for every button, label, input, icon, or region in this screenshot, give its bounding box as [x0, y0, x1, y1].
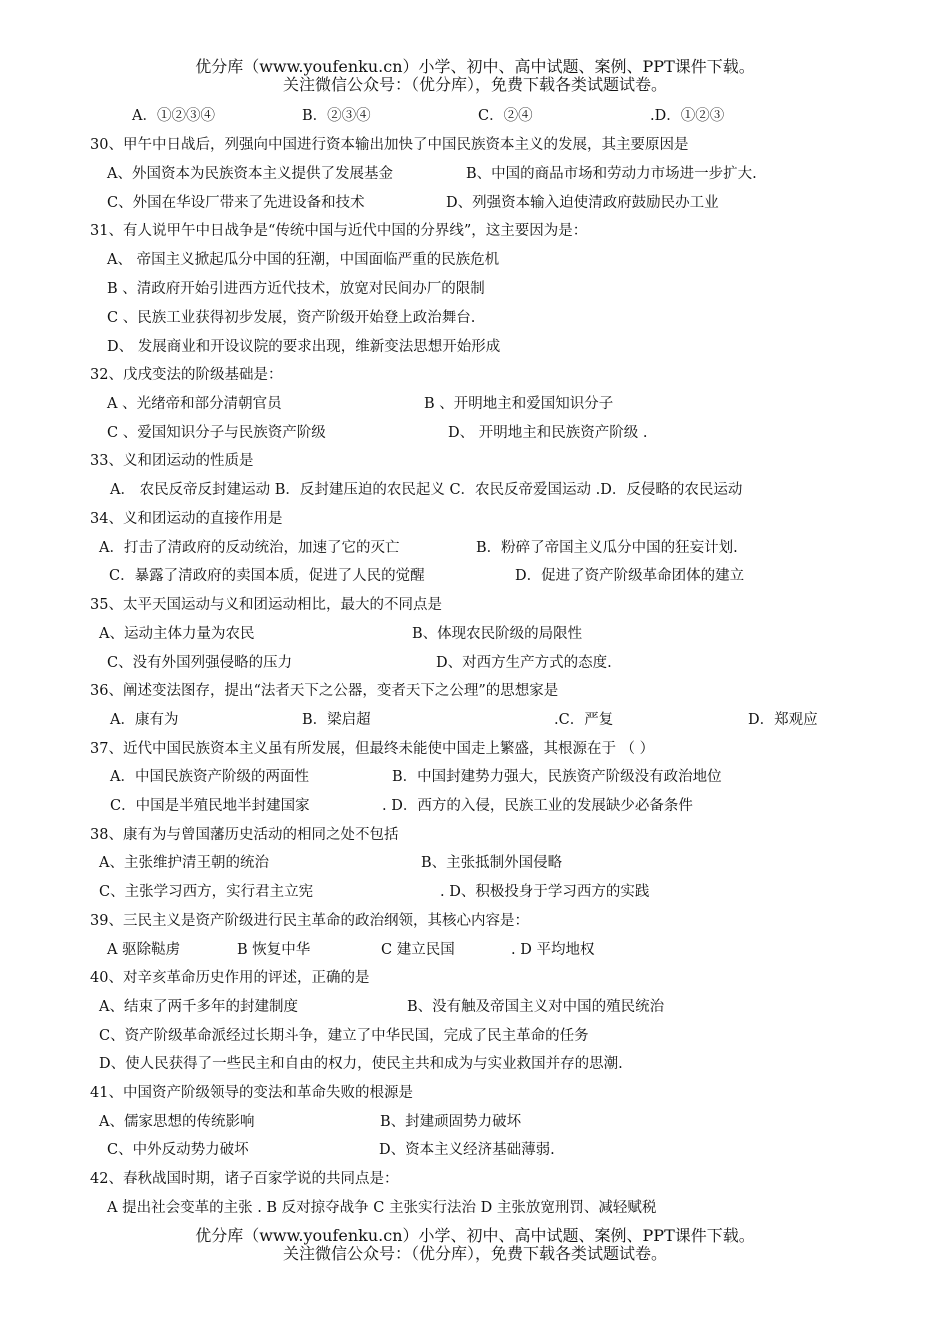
q34-option-d: D．促进了资产阶级革命团体的建立: [515, 568, 745, 584]
q29-option-c: C．②④: [478, 108, 533, 124]
page-footer: [0, 1227, 950, 1263]
q40-stem: 40、对辛亥革命历史作用的评述，正确的是: [90, 970, 370, 986]
q37-option-c: C．中国是半殖民地半封建国家: [110, 798, 310, 814]
q32-option-d: D、 开明地主和民族资产阶级 .: [448, 425, 648, 441]
q32-option-c: C 、爱国知识分子与民族资产阶级: [107, 425, 326, 441]
q38-option-b: B、主张抵制外国侵略: [421, 855, 563, 871]
q30-stem: 30、甲午中日战后，列强向中国进行资本输出加快了中国民族资本主义的发展，其主要原因是: [90, 137, 689, 153]
q31-option-a: A、 帝国主义掀起瓜分中国的狂潮，中国面临严重的民族危机: [107, 252, 500, 268]
q31-option-d: D、 发展商业和开设议院的要求出现，维新变法思想开始形成: [107, 339, 501, 355]
q41-option-a: A、儒家思想的传统影响: [99, 1114, 255, 1130]
q39-option-a: A 驱除鞑虏: [107, 942, 181, 958]
q31-option-c: C 、民族工业获得初步发展，资产阶级开始登上政治舞台.: [107, 310, 476, 326]
q37-option-d: . D．西方的入侵，民族工业的发展缺少必备条件: [382, 798, 693, 814]
q39-option-d: . D 平均地权: [511, 942, 595, 958]
q30-option-b: B、中国的商品市场和劳动力市场进一步扩大.: [466, 166, 757, 182]
header-line-1: 优分库（www.youfenku.cn）小学、初中、高中试题、案例、PPT课件下载。: [195, 57, 755, 76]
q29-option-d: .D．①②③: [650, 108, 725, 124]
q29-option-a: A．①②③④: [132, 108, 215, 124]
q30-option-a: A、外国资本为民族资本主义提供了发展基金: [107, 166, 393, 182]
q31-stem: 31、有人说甲午中日战争是“传统中国与近代中国的分界线”，这主要因为是：: [90, 223, 588, 239]
q36-option-d: D．郑观应: [748, 712, 818, 728]
footer-line-2: 关注微信公众号：（优分库），免费下载各类试题试卷。: [282, 1244, 667, 1263]
q37-option-a: A．中国民族资产阶级的两面性: [110, 769, 309, 785]
q42-stem: 42、春秋战国时期，诸子百家学说的共同点是：: [90, 1171, 399, 1187]
footer-line-1: 优分库（www.youfenku.cn）小学、初中、高中试题、案例、PPT课件下载。: [195, 1226, 755, 1245]
q38-stem: 38、康有为与曾国藩历史活动的相同之处不包括: [90, 827, 399, 843]
q40-option-c: C、资产阶级革命派经过长期斗争，建立了中华民国，完成了民主革命的任务: [99, 1028, 589, 1044]
header-line-2: 关注微信公众号：（优分库），免费下载各类试题试卷。: [282, 75, 667, 94]
q35-option-d: D、对西方生产方式的态度.: [436, 655, 612, 671]
q41-option-b: B、封建顽固势力破坏: [380, 1114, 522, 1130]
q35-option-a: A、运动主体力量为农民: [99, 626, 255, 642]
page-header: [0, 58, 950, 94]
q33-stem: 33、义和团运动的性质是: [90, 453, 254, 469]
q31-option-b: B 、清政府开始引进西方近代技术，放宽对民间办厂的限制: [107, 281, 485, 297]
q41-stem: 41、中国资产阶级领导的变法和革命失败的根源是: [90, 1085, 413, 1101]
q33-options: A． 农民反帝反封建运动 B．反封建压迫的农民起义 C．农民反帝爱国运动 .D．反侵略的农民运动: [110, 482, 743, 498]
q36-option-a: A．康有为: [110, 712, 179, 728]
q37-stem: 37、近代中国民族资本主义虽有所发展，但最终未能使中国走上繁盛，其根源在于 （ ）: [90, 741, 655, 757]
q30-option-c: C、外国在华设厂带来了先进设备和技术: [107, 195, 365, 211]
q32-option-b: B 、开明地主和爱国知识分子: [424, 396, 614, 412]
q42-options: A 提出社会变革的主张 . B 反对掠夺战争 C 主张实行法治 D 主张放宽刑罚、减轻赋税: [107, 1200, 657, 1216]
q38-option-d: . D、积极投身于学习西方的实践: [440, 884, 650, 900]
q36-stem: 36、阐述变法图存，提出“法者天下之公器，变者天下之公理”的思想家是: [90, 683, 559, 699]
q38-option-c: C、主张学习西方，实行君主立宪: [99, 884, 314, 900]
q38-option-a: A、主张维护清王朝的统治: [99, 855, 269, 871]
q39-option-c: C 建立民国: [381, 942, 455, 958]
q32-option-a: A 、光绪帝和部分清朝官员: [107, 396, 282, 412]
q34-option-b: B．粉碎了帝国主义瓜分中国的狂妄计划.: [476, 540, 738, 556]
q32-stem: 32、戊戌变法的阶级基础是：: [90, 367, 283, 383]
q29-option-b: B．②③④: [302, 108, 371, 124]
q39-stem: 39、三民主义是资产阶级进行民主革命的政治纲领，其核心内容是：: [90, 913, 529, 929]
q39-option-b: B 恢复中华: [237, 942, 311, 958]
q35-option-b: B、体现农民阶级的局限性: [412, 626, 583, 642]
q30-option-d: D、列强资本输入迫使清政府鼓励民办工业: [446, 195, 719, 211]
q40-option-b: B、没有触及帝国主义对中国的殖民统治: [407, 999, 665, 1015]
q36-option-c: .C．严复: [554, 712, 614, 728]
q36-option-b: B．梁启超: [302, 712, 371, 728]
q35-stem: 35、太平天国运动与义和团运动相比，最大的不同点是: [90, 597, 442, 613]
q40-option-d: D、使人民获得了一些民主和自由的权力，使民主共和成为与实业救国并存的思潮.: [99, 1056, 623, 1072]
q41-option-d: D、资本主义经济基础薄弱.: [379, 1142, 555, 1158]
q37-option-b: B．中国封建势力强大，民族资产阶级没有政治地位: [392, 769, 722, 785]
q40-option-a: A、结束了两千多年的封建制度: [99, 999, 298, 1015]
q35-option-c: C、没有外国列强侵略的压力: [107, 655, 293, 671]
q41-option-c: C、中外反动势力破坏: [107, 1142, 249, 1158]
q34-option-c: C．暴露了清政府的卖国本质，促进了人民的觉醒: [109, 568, 425, 584]
q34-stem: 34、义和团运动的直接作用是: [90, 511, 283, 527]
q34-option-a: A．打击了清政府的反动统治，加速了它的灭亡: [99, 540, 400, 556]
